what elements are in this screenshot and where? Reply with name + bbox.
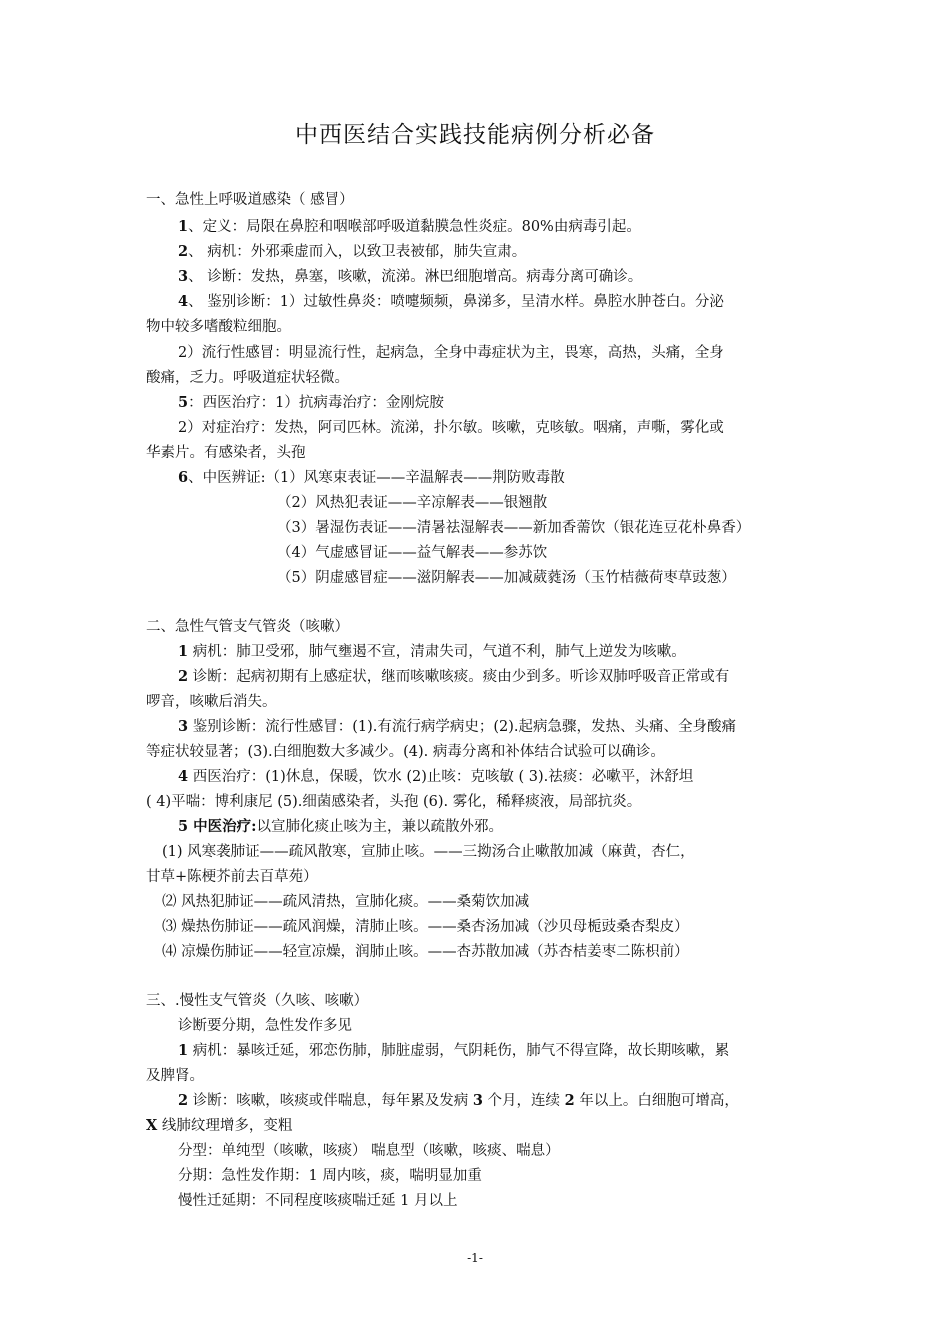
s3-item-2-num: 2 bbox=[178, 1092, 189, 1109]
s1-item-2-text: 、 病机：外邪乘虚而入，以致卫表被郁，肺失宣肃。 bbox=[188, 244, 527, 260]
s1-item-6-num: 6 bbox=[178, 469, 189, 486]
s1-item-3-text: 、 诊断：发热，鼻塞，咳嗽，流涕。淋巴细胞增高。病毒分离可确诊。 bbox=[188, 269, 643, 285]
s2-tcm-1: (1) 风寒袭肺证——疏风散寒，宣肺止咳。——三拗汤合止嗽散加减（麻黄，杏仁， bbox=[162, 844, 695, 860]
s2-item-2-num: 2 bbox=[178, 668, 189, 685]
s2-item-3-text: 鉴别诊断：流行性感冒：(1).有流行病学病史；(2).起病急骤，发热、头痛、全身酸痛 bbox=[188, 719, 736, 735]
s2-item-3-num: 3 bbox=[178, 718, 189, 735]
section-3-heading: 三、.慢性支气管炎（久咳、咳嗽） bbox=[146, 993, 369, 1009]
s3-item-2-text-a: 诊断：咳嗽，咳痰或伴喘息，每年累及发病 bbox=[188, 1093, 473, 1109]
s1-item-4-cont: 物中较多嗜酸粒细胞。 bbox=[146, 319, 291, 335]
s1-item-1 bbox=[178, 217, 641, 237]
s2-item-2-text: 诊断：起病初期有上感症状，继而咳嗽咳痰。痰由少到多。听诊双肺呼吸音正常或有 bbox=[188, 669, 730, 685]
s3-item-2 bbox=[178, 1091, 739, 1111]
s2-item-4 bbox=[178, 767, 693, 787]
s1-item-1-text: 、定义：局限在鼻腔和咽喉部呼吸道黏膜急性炎症。80%由病毒引起。 bbox=[188, 219, 641, 235]
s2-item-4-num: 4 bbox=[178, 768, 189, 785]
s2-tcm-1-cont: 甘草+陈梗芥前去百草苑） bbox=[146, 869, 318, 885]
s3-item-2-months: 3 bbox=[472, 1092, 483, 1109]
s3-item-1-num: 1 bbox=[178, 1042, 189, 1059]
s1-symptomatic-cont: 华素片。有感染者，头孢 bbox=[146, 445, 306, 461]
s2-item-1-num: 1 bbox=[178, 643, 189, 660]
s2-item-5-label: 中医治疗: bbox=[188, 818, 257, 835]
s1-symptomatic-line: 2）对症治疗：发热，阿司匹林。流涕，扑尔敏。咳嗽，克咳敏。咽痛，声嘶，雾化或 bbox=[178, 420, 724, 436]
s2-item-2 bbox=[178, 667, 729, 687]
s1-item-5 bbox=[178, 393, 444, 413]
s1-item-6 bbox=[178, 468, 565, 488]
s1-tcm-3: （3）暑湿伤表证——清暑祛湿解表——新加香薷饮（银花连豆花朴鼻香） bbox=[277, 520, 751, 536]
s3-chronic-stage: 慢性迁延期：不同程度咳痰喘迁延 1 月以上 bbox=[178, 1193, 458, 1209]
s3-types: 分型：单纯型（咳嗽，咳痰） 喘息型（咳嗽，咳痰、喘息） bbox=[178, 1143, 560, 1159]
s1-flu-line-cont: 酸痛，乏力。呼吸道症状轻微。 bbox=[146, 370, 349, 386]
s3-xray-letter: X bbox=[146, 1117, 158, 1134]
s3-item-1 bbox=[178, 1041, 729, 1061]
page-number: -1- bbox=[467, 1251, 483, 1265]
s1-tcm-4: （4）气虚感冒证——益气解表——参苏饮 bbox=[277, 545, 548, 561]
s2-item-5-num: 5 bbox=[178, 818, 189, 835]
s3-item-1-cont: 及脾肾。 bbox=[146, 1068, 204, 1084]
s2-item-1-text: 病机：肺卫受邪，肺气壅遏不宣，清肃失司，气道不利，肺气上逆发为咳嗽。 bbox=[188, 644, 686, 660]
s1-item-3-num: 3 bbox=[178, 268, 189, 285]
s3-item-2-text-c: 个月，连续 bbox=[482, 1093, 565, 1109]
section-1-heading: 一、急性上呼吸道感染（ 感冒） bbox=[146, 192, 354, 208]
s2-item-5-text: 以宣肺化痰止咳为主，兼以疏散外邪。 bbox=[256, 819, 503, 835]
s1-tcm-2: （2）风热犯表证——辛凉解表——银翘散 bbox=[277, 495, 548, 511]
s1-item-5-text: ：西医治疗：1）抗病毒治疗：金刚烷胺 bbox=[188, 395, 444, 411]
s3-item-1-text: 病机：暴咳迁延，邪恋伤肺，肺脏虚弱，气阴耗伤，肺气不得宣降，故长期咳嗽，累 bbox=[188, 1043, 730, 1059]
s2-item-4-cont: ( 4)平喘：博利康尼 (5).细菌感染者，头孢 (6). 雾化，稀释痰液，局部抗炎。 bbox=[146, 794, 642, 810]
s2-item-1 bbox=[178, 642, 686, 662]
s1-item-1-num: 1 bbox=[178, 218, 189, 235]
s1-flu-line: 2）流行性感冒：明显流行性，起病急，全身中毒症状为主，畏寒，高热，头痛，全身 bbox=[178, 345, 724, 361]
s3-intro: 诊断要分期，急性发作多见 bbox=[178, 1018, 352, 1034]
s1-item-2 bbox=[178, 242, 526, 262]
s3-stages: 分期：急性发作期：1 周内咳，痰，喘明显加重 bbox=[178, 1168, 482, 1184]
s1-item-5-num: 5 bbox=[178, 394, 189, 411]
s2-item-3-cont: 等症状较显著；(3).白细胞数大多减少。(4). 病毒分离和补体结合试验可以确诊。 bbox=[146, 744, 665, 760]
s1-item-4 bbox=[178, 292, 724, 312]
s1-item-3 bbox=[178, 267, 642, 287]
s2-item-4-text: 西医治疗：(1)休息，保暖，饮水 (2)止咳：克咳敏 ( 3).祛痰：必嗽平，沐舒坦 bbox=[188, 769, 694, 785]
s3-item-2-text-d: 年以上。白细胞可增高， bbox=[574, 1093, 739, 1109]
s1-item-6-text: 、中医辨证:（1）风寒束表证——辛温解表——荆防败毒散 bbox=[188, 470, 565, 486]
s2-tcm-3: ⑶ 燥热伤肺证——疏风润燥，清肺止咳。——桑杏汤加减（沙贝母栀豉桑杏梨皮） bbox=[162, 919, 689, 935]
s1-tcm-5: （5）阴虚感冒症——滋阴解表——加减葳蕤汤（玉竹桔薇荷枣草豉葱） bbox=[277, 570, 736, 586]
s2-item-3 bbox=[178, 717, 736, 737]
s2-tcm-4: ⑷ 凉燥伤肺证——轻宣凉燥，润肺止咳。——杏苏散加减（苏杏桔姜枣二陈枳前） bbox=[162, 944, 689, 960]
s2-item-5 bbox=[178, 817, 503, 837]
s2-item-2-cont: 啰音，咳嗽后消失。 bbox=[146, 694, 277, 710]
s1-item-2-num: 2 bbox=[178, 243, 189, 260]
s3-item-2-cont-text: 线肺纹理增多，变粗 bbox=[157, 1118, 293, 1134]
s1-item-4-text: 、 鉴别诊断：1）过敏性鼻炎：喷嚏频频，鼻涕多，呈清水样。鼻腔水肿苍白。分泌 bbox=[188, 294, 724, 310]
s2-tcm-2: ⑵ 风热犯肺证——疏风清热，宣肺化痰。——桑菊饮加减 bbox=[162, 894, 530, 910]
s3-item-2-cont bbox=[146, 1116, 292, 1136]
s3-item-2-years: 2 bbox=[564, 1092, 575, 1109]
page-title: 中西医结合实践技能病例分析必备 bbox=[295, 122, 655, 148]
s1-item-4-num: 4 bbox=[178, 293, 189, 310]
section-2-heading: 二、急性气管支气管炎（咳嗽） bbox=[146, 619, 349, 635]
